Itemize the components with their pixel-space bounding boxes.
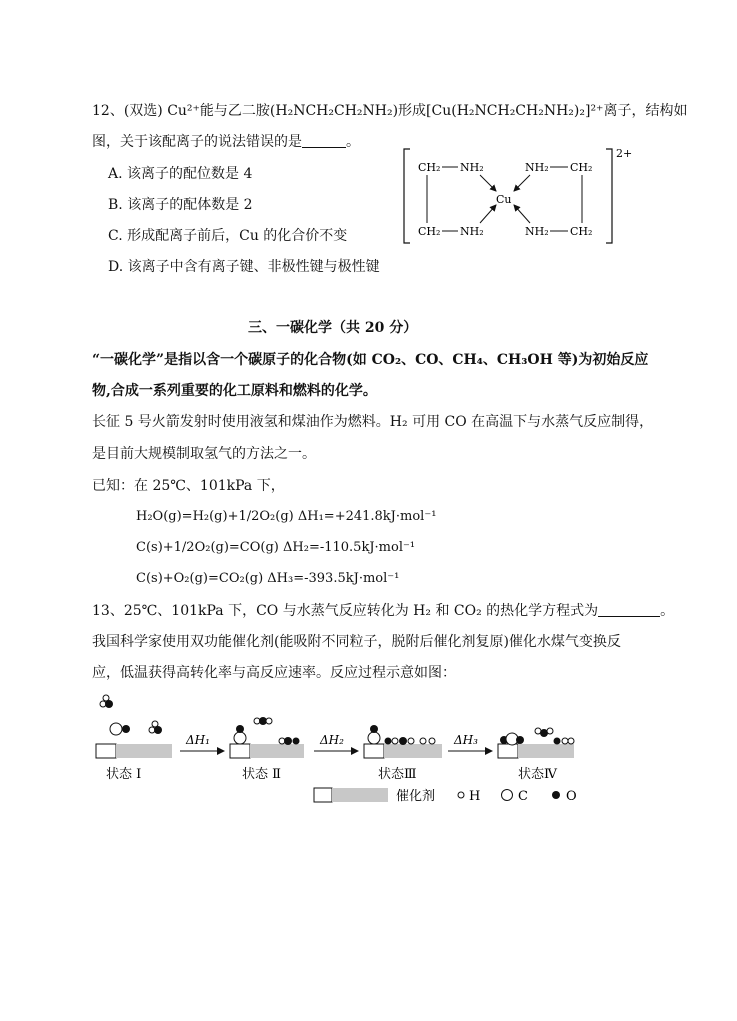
section3-intro-line2: 物,合成一系列重要的化工原料和燃料的化学。 — [92, 383, 377, 399]
state-4-water-floating — [535, 728, 553, 737]
legend-c-label: C — [518, 789, 528, 804]
left-bot-nh2: NH₂ — [460, 225, 484, 238]
state-1-label: 状态 Ⅰ — [106, 767, 142, 782]
section3-intro-line1: “一碳化学”是指以含一个碳原子的化合物(如 CO₂、CO、CH₄、CH₃OH 等)为初始反应 — [92, 352, 649, 368]
section3-known: 已知：在 25℃、101kPa 下， — [92, 478, 285, 494]
left-bot-ch2: CH₂ — [418, 225, 441, 238]
arrow-1-label: ΔH₁ — [186, 733, 210, 747]
right-bracket — [606, 149, 612, 243]
q12-line2-text: 图，关于该配离子的说法错误的是 — [92, 134, 302, 150]
legend-h-label: H — [469, 789, 481, 804]
cu-complex-structure — [400, 143, 640, 248]
state-3-label: 状态Ⅲ — [378, 767, 417, 782]
equation-1: H₂O(g)=H₂(g)+1/2O₂(g) ΔH₁=+241.8kJ·mol⁻¹ — [136, 509, 437, 524]
state-3-catalyst — [364, 744, 442, 758]
state-1-water-molecule — [149, 721, 162, 734]
q12-option-c[interactable]: C. 形成配离子前后，Cu 的化合价不变 — [108, 228, 348, 244]
state-2-label: 状态 Ⅱ — [242, 767, 281, 782]
answer-blank-12[interactable] — [302, 133, 346, 148]
left-top-nh2: NH₂ — [460, 161, 484, 174]
state-4-label: 状态Ⅳ — [518, 767, 557, 782]
section3-title: 三、一碳化学（共 20 分） — [248, 320, 418, 336]
cu-center: Cu — [496, 193, 512, 206]
state-2-water-floating — [254, 717, 272, 725]
q12-option-d[interactable]: D. 该离子中含有离子键、非极性键与极性键 — [108, 259, 380, 275]
q12-line2-end: 。 — [346, 134, 360, 150]
equation-3: C(s)+O₂(g)=CO₂(g) ΔH₃=-393.5kJ·mol⁻¹ — [136, 571, 400, 586]
q13-line1-end: 。 — [660, 603, 675, 619]
section3-para-line1: 长征 5 号火箭发射时使用液氢和煤油作为燃料。H₂ 可用 CO 在高温下与水蒸气反应制得， — [92, 414, 654, 430]
right-top-nh2: NH₂ — [525, 161, 549, 174]
equation-2: C(s)+1/2O₂(g)=CO(g) ΔH₂=-110.5kJ·mol⁻¹ — [136, 540, 416, 555]
water-molecule-floating — [100, 695, 113, 708]
state-2-catalyst — [230, 744, 304, 758]
q12-line2 — [92, 132, 360, 152]
left-top-ch2: CH₂ — [418, 161, 441, 174]
charge-label: 2+ — [616, 147, 633, 160]
legend-catalyst-swatch-white — [314, 788, 332, 802]
section3-para-line2: 是目前大规模制取氢气的方法之一。 — [92, 446, 316, 462]
state-1-catalyst — [96, 744, 172, 758]
q13-line3: 应，低温获得高转化率与高反应速率。反应过程示意如图： — [92, 665, 456, 681]
state-2-co-adsorbed — [234, 725, 246, 744]
arrow-2-label: ΔH₂ — [320, 733, 344, 747]
right-bot-nh2: NH₂ — [525, 225, 549, 238]
q13-line1 — [92, 601, 674, 621]
right-top-ch2: CH₂ — [570, 161, 593, 174]
q12-option-a[interactable]: A. 该离子的配位数是 4 — [108, 166, 253, 182]
state-3-co-adsorbed — [368, 725, 380, 744]
legend-catalyst-swatch-gray — [332, 788, 388, 802]
legend-c-swatch — [502, 790, 513, 801]
q13-line2: 我国科学家使用双功能催化剂(能吸附不同粒子，脱附后催化剂复原)催化水煤气变换反 — [92, 634, 621, 650]
state-2-adsorbed-atoms — [279, 737, 300, 745]
state-1-co-molecule — [110, 723, 130, 735]
legend-o-label: O — [566, 789, 577, 804]
q12-line1: 12、(双选) Cu²⁺能与乙二胺(H₂NCH₂CH₂NH₂)形成[Cu(H₂NCH₂CH₂NH₂)₂]²⁺离子，结构如 — [92, 103, 688, 119]
legend-h-swatch — [458, 792, 464, 798]
legend-catalyst-label: 催化剂 — [396, 789, 436, 804]
q12-option-b[interactable]: B. 该离子的配体数是 2 — [108, 197, 253, 213]
state-4-co2-adsorbed — [500, 733, 524, 745]
left-bracket — [404, 149, 410, 243]
q13-line1-text: 13、25℃、101kPa 下，CO 与水蒸气反应转化为 H₂ 和 CO₂ 的热化学方程式为 — [92, 603, 599, 619]
state-4-catalyst — [498, 744, 574, 758]
reaction-process-diagram — [90, 692, 600, 810]
right-bot-ch2: CH₂ — [570, 225, 593, 238]
legend — [314, 788, 577, 804]
arrow-3-label: ΔH₃ — [454, 733, 478, 747]
state-3-adsorbed-atoms — [385, 737, 436, 745]
legend-o-swatch — [552, 791, 560, 799]
answer-blank-13[interactable] — [598, 602, 660, 617]
state-4-adsorbed-atoms — [554, 738, 575, 745]
